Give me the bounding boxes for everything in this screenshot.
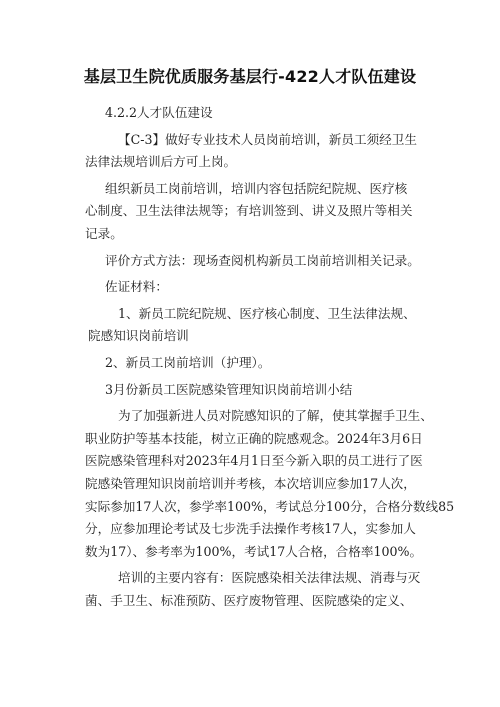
paragraph-line: 职业防护等基本技能，树立正确的院感观念。2024年3月6日 xyxy=(85,430,423,446)
paragraph-line: 心制度、卫生法律法规等；有培训签到、讲义及照片等相关 xyxy=(85,203,413,219)
paragraph-line: 医院感染管理科对2023年4月1日至今新入职的员工进行了医 xyxy=(85,453,423,469)
paragraph-line: 记录。 xyxy=(85,225,123,241)
paragraph-line: 实际参加17人次，参学率100%，考试总分100分，合格分数线85 xyxy=(85,498,455,514)
paragraph-line: 为了加强新进人员对院感知识的了解，使其掌握手卫生、 xyxy=(118,408,433,424)
paragraph-line: 评价方式方法：现场查阅机构新员工岗前培训相关记录。 xyxy=(105,252,420,268)
list-item-line: 院感知识岗前培训 xyxy=(88,328,189,344)
paragraph-line: 法律法规培训后方可上岗。 xyxy=(85,154,237,170)
paragraph-line: 分，应参加理论考试及七步洗手法操作考核17人，实参加人 xyxy=(85,521,416,537)
paragraph-line: 院感染管理知识岗前培训并考核，本次培训应参加17人次， xyxy=(85,475,416,491)
paragraph-line: 组织新员工岗前培训，培训内容包括院纪院规、医疗核 xyxy=(105,180,408,196)
document-title: 基层卫生院优质服务基层行-422人才队伍建设 xyxy=(83,67,417,86)
document-body xyxy=(85,102,455,612)
paragraph-line: 菌、手卫生、标准预防、医疗废物管理、医院感染的定义、 xyxy=(85,592,413,608)
list-item-line: 1、新员工院纪院规、医疗核心制度、卫生法律法规、 xyxy=(118,305,416,321)
paragraph-line: 【C-3】做好专业技术人员岗前培训，新员工须经卫生 xyxy=(118,131,417,147)
section-heading: 4.2.2人才队伍建设 xyxy=(105,105,213,120)
list-item-line: 2、新员工岗前培训（护理）。 xyxy=(105,354,271,370)
paragraph-line: 数为17）、参考率为100%，考试17人合格，合格率100%。 xyxy=(85,543,423,559)
subsection-heading: 3月份新员工医院感染管理知识岗前培训小结 xyxy=(105,381,353,397)
paragraph-line: 培训的主要内容有：医院感染相关法律法规、消毒与灭 xyxy=(118,570,421,586)
paragraph-line: 佐证材料： xyxy=(105,279,168,295)
